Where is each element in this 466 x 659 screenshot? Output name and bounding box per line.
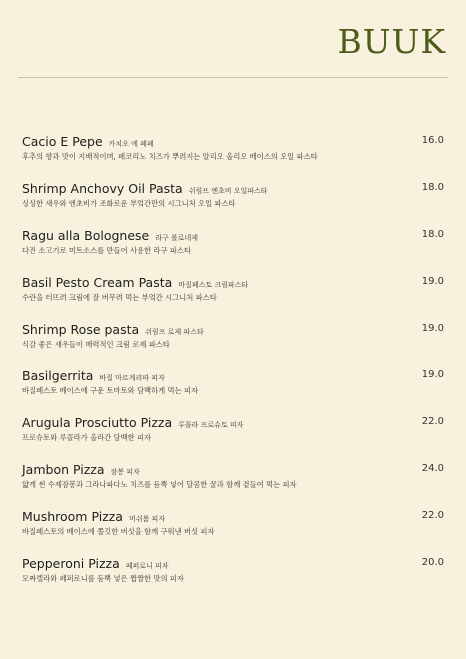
item-korean-name: 카치오 에 페페 [108,140,154,148]
item-korean-name: 라구 볼로네제 [155,233,199,242]
item-name: Shrimp Rose pasta [22,321,140,337]
item-price: 19.0 [421,322,444,334]
item-name: Basilgerrita [22,368,94,384]
item-name: Pepperoni Pizza [22,556,120,572]
menu-item [22,181,444,228]
menu-item [22,275,444,322]
item-description: 싱싱한 새우와 엔초비가 조화로운 부엌간만의 시그니처 오일 파스타 [22,198,236,208]
item-korean-name: 바질 마르게리따 피자 [99,374,165,383]
menu-list [22,134,444,603]
item-description: 모짜렐라와 페퍼로니를 듬뿍 넣은 짭짤한 맛의 피자 [22,574,184,584]
item-description: 식감 좋은 새우들이 매력적인 크림 로제 파스타 [22,339,170,349]
item-price: 16.0 [421,135,444,146]
menu-item [22,228,444,275]
item-korean-name: 잠봉 피자 [110,468,140,477]
item-name: Mushroom Pizza [22,509,123,525]
item-price: 19.0 [421,369,444,381]
item-name: Arugula Prosciutto Pizza [22,415,173,431]
item-korean-name: 페퍼로니 피자 [125,562,169,571]
item-name: Cacio E Pepe [22,134,103,149]
item-korean-name: 쉬림프 로제 파스타 [145,327,204,336]
item-price: 20.0 [421,557,444,569]
item-korean-name: 루꼴라 프로슈토 피자 [178,421,244,430]
item-name: Jambon Pizza [22,462,105,478]
item-price: 22.0 [421,416,444,428]
brand-logo: BUUK [337,22,446,61]
item-description: 후추의 향과 맛이 지배적이며, 페코리노 치즈가 뿌려지는 알리오 올리오 베이스의 오일 파스타 [22,152,318,161]
header-divider [18,77,448,78]
item-description: 수란을 터뜨려 크림에 잘 버무려 먹는 부엌간 시그니처 파스타 [22,292,217,302]
item-korean-name: 머쉬룸 피자 [128,515,166,524]
menu-item [22,415,444,462]
item-description: 바질페스토 베이스에 구운 토마토와 담백하게 먹는 피자 [22,386,199,396]
menu-item [22,556,444,603]
item-description: 프로슈토와 루꼴라가 올라간 담백한 피자 [22,433,152,443]
item-price: 19.0 [421,275,444,287]
menu-item [22,368,444,415]
item-name: Ragu alla Bolognese [22,227,150,243]
item-price: 22.0 [421,510,444,522]
item-description: 다진 소고기로 미트소스를 만들어 사용한 라구 파스타 [22,245,191,255]
menu-item [22,509,444,556]
item-description: 바질페스토의 베이스에 쫄깃한 버섯을 함께 구워낸 버섯 피자 [22,527,215,537]
item-korean-name: 바질페스토 크림파스타 [178,280,249,289]
item-price: 18.0 [421,181,444,193]
menu-item [22,322,444,369]
menu-item [22,462,444,509]
item-korean-name: 쉬림프 엔초비 오일파스타 [188,186,268,195]
item-price: 24.0 [421,463,444,475]
item-price: 18.0 [421,228,444,240]
item-name: Shrimp Anchovy Oil Pasta [22,180,183,196]
menu-item [22,134,444,181]
item-description: 얇게 썬 수제잠봉과 그라나파다노 치즈를 듬뿍 넣어 달콤한 꿀과 함께 곁들여 먹는 피자 [22,480,297,490]
item-name: Basil Pesto Cream Pasta [22,274,173,290]
